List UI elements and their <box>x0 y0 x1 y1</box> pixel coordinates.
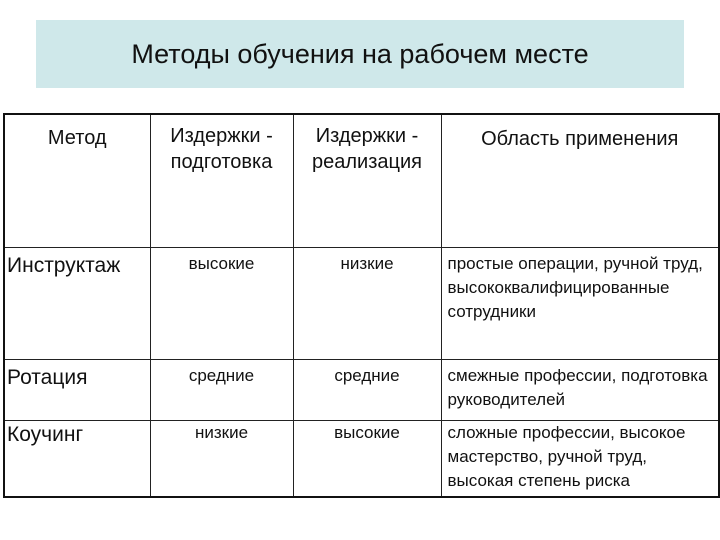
slide-title-banner <box>36 20 684 88</box>
training-methods-table <box>3 113 720 498</box>
header-area: Область применения <box>441 114 719 248</box>
area-cell: сложные профессии, высокое мастерство, ручной труд, высокая степень риска <box>441 421 719 498</box>
table-row <box>4 248 719 360</box>
slide-title: Методы обучения на рабочем месте <box>131 38 589 69</box>
method-cell: Коучинг <box>4 421 150 498</box>
method-cell: Ротация <box>4 360 150 421</box>
table-row <box>4 421 719 498</box>
prep-cost-cell: средние <box>150 360 293 421</box>
table-row <box>4 360 719 421</box>
header-prep-cost: Издержки - подготовка <box>150 114 293 248</box>
table-header-row <box>4 114 719 248</box>
impl-cost-cell: средние <box>293 360 441 421</box>
header-impl-cost: Издержки - реализация <box>293 114 441 248</box>
prep-cost-cell: низкие <box>150 421 293 498</box>
impl-cost-cell: низкие <box>293 248 441 360</box>
area-cell: смежные профессии, подготовка руководителей <box>441 360 719 421</box>
prep-cost-cell: высокие <box>150 248 293 360</box>
impl-cost-cell: высокие <box>293 421 441 498</box>
area-cell: простые операции, ручной труд, высококвалифицированные сотрудники <box>441 248 719 360</box>
method-cell: Инструктаж <box>4 248 150 360</box>
header-method: Метод <box>4 114 150 248</box>
